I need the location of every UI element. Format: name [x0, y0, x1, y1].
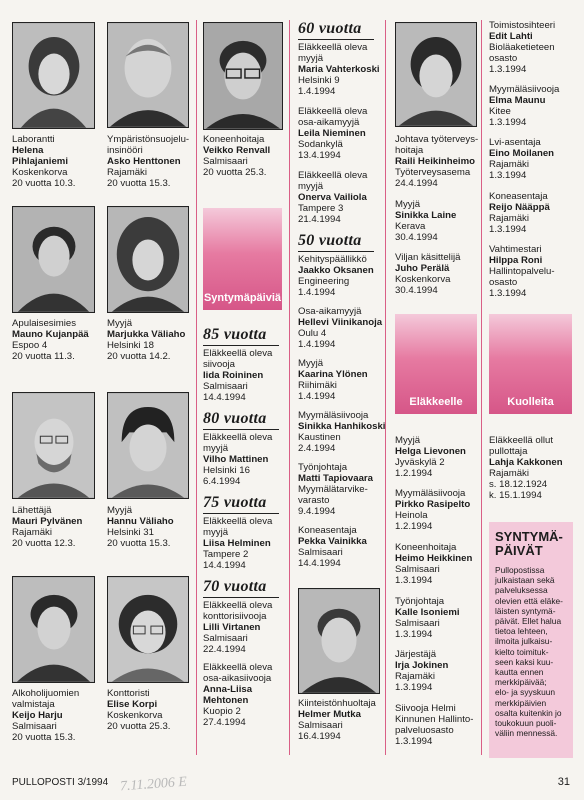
entry-line: Eläkkeellä ollut — [489, 435, 553, 446]
person-name: Mauno Kujanpää — [12, 329, 89, 340]
person-name: Hilppa Roni — [489, 255, 543, 266]
entry-line: Salmisaari — [395, 618, 440, 629]
entry-line: Bioläaketieteen — [489, 42, 555, 53]
entry-line: Rajamäki — [395, 671, 435, 682]
entry-line: 13.4.1994 — [298, 150, 341, 161]
staff-entry — [203, 348, 272, 403]
entry-line: 1.3.1994 — [489, 117, 527, 128]
person-name: Helmer Mutka — [298, 709, 361, 720]
column-rule — [289, 20, 290, 755]
info-box-title — [495, 530, 567, 558]
staff-entry — [489, 435, 563, 501]
entry-line: 2.4.1994 — [298, 443, 336, 454]
entry-line: siivooja — [203, 359, 235, 370]
entry-line: Myyjä — [107, 505, 133, 516]
entry-line: 20 vuotta 15.3. — [107, 178, 171, 189]
info-box-line: päivät. Ellet halua — [495, 616, 562, 627]
person-name: Pekka Vainikka — [298, 536, 367, 547]
entry-line: 1.3.1994 — [489, 288, 527, 299]
column-rule — [385, 20, 386, 755]
entry-line: osa-aikasiivooja — [203, 673, 272, 684]
entry-line: Konttoristi — [107, 688, 150, 699]
entry-line: Oulu 4 — [298, 328, 327, 339]
person-name: Eino Moilanen — [489, 148, 555, 159]
entry-line: Helsinki 16 — [203, 465, 250, 476]
section-heading-75: 75 vuotta — [203, 494, 267, 511]
entry-line: Koneenhoitaja — [203, 134, 265, 145]
entry-line: Tampere 2 — [203, 549, 249, 560]
entry-line: 30.4.1994 — [395, 285, 438, 296]
entry-line: k. 15.1.1994 — [489, 490, 542, 501]
staff-entry — [298, 410, 385, 454]
staff-entry — [107, 318, 185, 362]
person-name: Kaarina Ylönen — [298, 369, 368, 380]
portrait-photo — [107, 22, 189, 128]
staff-entry — [489, 137, 554, 181]
entry-line: Eläkkeellä oleva — [298, 42, 368, 53]
staff-entry — [12, 688, 79, 743]
info-box-line: merkkipäivien — [495, 697, 547, 708]
entry-line: palveluosasto — [395, 725, 454, 736]
section-heading-80: 80 vuotta — [203, 410, 267, 427]
entry-line: Espoo 4 — [12, 340, 48, 351]
entry-line: 21.4.1994 — [298, 214, 341, 225]
entry-line: osasto — [489, 277, 518, 288]
info-box-line: olevien että eläke- — [495, 595, 563, 606]
entry-line: Viljan käsittelijä — [395, 252, 461, 263]
person-name: Maria Vahterkoski — [298, 64, 380, 75]
page-number: 31 — [557, 776, 570, 788]
portrait-photo — [298, 588, 380, 694]
entry-line: 1.3.1994 — [395, 575, 433, 586]
entry-line: Helsinki 18 — [107, 340, 154, 351]
entry-line: Rajamäki — [489, 468, 529, 479]
person-name: Elise Korpi — [107, 699, 158, 710]
entry-line: Myymäläsiivooja — [395, 488, 466, 499]
entry-line: Koneasentaja — [489, 191, 548, 202]
section-band-deceased: Kuolleita — [489, 314, 572, 414]
footer-publication: PULLOPOSTI 3/1994 — [12, 777, 109, 788]
entry-line: 20 vuotta 25.3. — [203, 167, 267, 178]
entry-line: Eläkkeellä oleva — [203, 348, 273, 359]
entry-line: 6.4.1994 — [203, 476, 241, 487]
entry-line: myyjä — [298, 181, 324, 192]
info-box-line: seen kaksi kuu- — [495, 656, 554, 667]
staff-entry — [203, 134, 270, 178]
person-name: Raili Heikinheimo — [395, 156, 475, 167]
entry-line: osasto — [489, 53, 518, 64]
entry-line: Salmisaari — [298, 547, 343, 558]
entry-line: 20 vuotta 25.3. — [107, 721, 171, 732]
person-name: Keijo Harju — [12, 710, 63, 721]
entry-line: myyjä — [203, 443, 229, 454]
section-band-retirements: Eläkkeelle — [395, 314, 477, 414]
entry-line: Jyväskylä 2 — [395, 457, 445, 468]
entry-line: 14.4.1994 — [203, 560, 246, 571]
staff-entry — [203, 600, 272, 655]
portrait-photo — [12, 22, 95, 129]
entry-line: Rajamäki — [489, 159, 529, 170]
person-name: Kalle Isoniemi — [395, 607, 460, 618]
entry-line: Myyjä — [107, 318, 133, 329]
entry-line: 20 vuotta 11.3. — [12, 351, 75, 362]
info-box-line: kielto toimituk- — [495, 646, 549, 657]
person-name: Pirkko Rasipelto — [395, 499, 471, 510]
staff-entry — [203, 516, 272, 571]
portrait-photo — [12, 576, 95, 683]
entry-line: Koneenhoitaja — [395, 542, 457, 553]
entry-line: 1.3.1994 — [395, 629, 433, 640]
entry-line: Helsinki 9 — [298, 75, 340, 86]
entry-line: Riihimäki — [298, 380, 337, 391]
portrait-photo — [107, 576, 189, 683]
portrait-photo — [12, 392, 95, 499]
staff-entry — [203, 662, 272, 728]
entry-line: Eläkkeellä oleva — [203, 600, 273, 611]
entry-line: 1.3.1994 — [395, 736, 433, 747]
entry-line: 1.3.1994 — [489, 224, 527, 235]
entry-line: 16.4.1994 — [298, 731, 341, 742]
handwritten-stamp: 7.11.2006 E — [119, 774, 188, 795]
person-name: Irja Jokinen — [395, 660, 449, 671]
entry-line: insinööri — [107, 145, 143, 156]
entry-line: 1.3.1994 — [489, 64, 527, 75]
entry-line: Kuopio 2 — [203, 706, 241, 717]
person-name: Jaakko Oksanen — [298, 265, 374, 276]
portrait-photo — [107, 206, 189, 313]
entry-line: Myymäläsiivooja — [489, 84, 560, 95]
entry-line: Salmisaari — [203, 156, 248, 167]
info-box-title-line: SYNTYMÄ- — [495, 529, 563, 544]
person-name: Juho Perälä — [395, 263, 450, 274]
column-rule — [481, 20, 482, 755]
info-box-line: tietoa lehteen, — [495, 626, 548, 637]
info-box-line: osalta kuitenkin jo — [495, 707, 562, 718]
entry-line: Järjestäjä — [395, 649, 437, 660]
person-name: Lahja Kakkonen — [489, 457, 563, 468]
entry-line: Salmisaari — [12, 721, 57, 732]
person-name: Veikko Renvall — [203, 145, 271, 156]
entry-line: Laborantti — [12, 134, 55, 145]
info-box-line: elo- ja syyskuun — [495, 687, 556, 698]
staff-entry — [489, 84, 559, 128]
entry-line: Työnjohtaja — [298, 462, 348, 473]
entry-line: 22.4.1994 — [203, 644, 246, 655]
staff-entry — [298, 306, 382, 350]
entry-line: valmistaja — [12, 699, 55, 710]
entry-line: 1.4.1994 — [298, 339, 336, 350]
person-name: Liisa Helminen — [203, 538, 271, 549]
entry-line: Myyjä — [395, 435, 421, 446]
person-name: Asko Henttonen — [107, 156, 181, 167]
entry-line: Siivooja Helmi — [395, 703, 456, 714]
staff-entry — [12, 318, 89, 362]
entry-line: Tampere 3 — [298, 203, 344, 214]
entry-line: Helsinki 31 — [107, 527, 154, 538]
entry-line: Eläkkeellä oleva — [203, 662, 273, 673]
entry-line: Salmisaari — [395, 564, 440, 575]
column-rule — [196, 20, 197, 755]
entry-line: Salmisaari — [203, 381, 248, 392]
info-box-line: kautta ennen — [495, 667, 544, 678]
staff-entry — [107, 688, 170, 732]
entry-line: Työterveysasema — [395, 167, 471, 178]
person-name: Heimo Heikkinen — [395, 553, 473, 564]
person-name: Hannu Väliaho — [107, 516, 174, 527]
entry-line: Kitee — [489, 106, 511, 117]
staff-entry — [395, 252, 460, 296]
staff-entry — [298, 698, 376, 742]
info-box-line: väliin mennessä. — [495, 728, 558, 739]
entry-line: Kerava — [395, 221, 426, 232]
entry-line: Rajamäki — [12, 527, 52, 538]
entry-line: 1.2.1994 — [395, 521, 433, 532]
entry-line: Eläkkeellä oleva — [203, 516, 273, 527]
entry-line: Engineering — [298, 276, 350, 287]
staff-entry — [298, 358, 368, 402]
section-heading-50: 50 vuotta — [298, 232, 362, 249]
entry-line: Myyjä — [395, 199, 421, 210]
entry-line: 20 vuotta 14.2. — [107, 351, 171, 362]
entry-line: 1.3.1994 — [489, 170, 527, 181]
entry-line: konttorisiivooja — [203, 611, 267, 622]
entry-line: Rajamäki — [489, 213, 529, 224]
entry-line: Työnjohtaja — [395, 596, 445, 607]
entry-line: Kiinteistönhuoltaja — [298, 698, 376, 709]
staff-entry — [298, 42, 380, 97]
entry-line: 9.4.1994 — [298, 506, 336, 517]
entry-line: Hallintopalvelu- — [489, 266, 555, 277]
info-box-title-line: PÄIVÄT — [495, 543, 543, 558]
staff-entry — [203, 432, 272, 487]
entry-line: Sodankylä — [298, 139, 343, 150]
entry-line: 1.2.1994 — [395, 468, 433, 479]
person-name: Mehtonen — [203, 695, 249, 706]
staff-entry — [107, 134, 189, 189]
info-box-line: toukokuun puoli- — [495, 718, 557, 729]
entry-line: Kaustinen — [298, 432, 341, 443]
staff-entry — [298, 106, 367, 161]
entry-line: 20 vuotta 10.3. — [12, 178, 76, 189]
person-name: Iida Roininen — [203, 370, 264, 381]
portrait-photo — [203, 22, 283, 130]
portrait-photo — [395, 22, 477, 127]
person-name: Pihlajaniemi — [12, 156, 68, 167]
entry-line: pullottaja — [489, 446, 528, 457]
entry-line: Apulaisesimies — [12, 318, 76, 329]
entry-line: Kinnunen Hallinto- — [395, 714, 474, 725]
entry-line: 14.4.1994 — [203, 392, 246, 403]
staff-entry — [489, 20, 555, 75]
staff-entry — [489, 244, 555, 299]
entry-line: 27.4.1994 — [203, 717, 246, 728]
staff-entry — [395, 649, 448, 693]
entry-line: 1.4.1994 — [298, 86, 336, 97]
entry-line: Rajamäki — [107, 167, 147, 178]
entry-line: Lähettäjä — [12, 505, 52, 516]
info-box-line: palveluksessa — [495, 585, 548, 596]
entry-line: Myymälätarvike- — [298, 484, 368, 495]
person-name: Matti Tapiovaara — [298, 473, 373, 484]
section-heading-60: 60 vuotta — [298, 20, 362, 37]
entry-line: varasto — [298, 495, 330, 506]
entry-line: osa-aikamyyjä — [298, 117, 360, 128]
entry-line: Myymäläsiivooja — [298, 410, 369, 421]
staff-entry — [298, 170, 367, 225]
entry-line: Alkoholijuomien — [12, 688, 80, 699]
entry-line: Toimistosihteeri — [489, 20, 556, 31]
person-name: Hellevi Viinikanoja — [298, 317, 383, 328]
person-name: Reijo Nääppä — [489, 202, 550, 213]
staff-entry — [395, 596, 460, 640]
staff-entry — [107, 505, 174, 549]
person-name: Anna-Liisa — [203, 684, 253, 695]
person-name: Edit Lahti — [489, 31, 533, 42]
entry-line: myyjä — [298, 53, 324, 64]
staff-entry — [298, 525, 367, 569]
person-name: Onerva Vailiola — [298, 192, 367, 203]
person-name: Sinikka Hanhikoski — [298, 421, 386, 432]
info-box-line: merkkipäivää; — [495, 677, 547, 688]
entry-line: 20 vuotta 12.3. — [12, 538, 76, 549]
person-name: Vilho Mattinen — [203, 454, 269, 465]
entry-line: Koskenkorva — [12, 167, 68, 178]
person-name: Sinikka Laine — [395, 210, 457, 221]
person-name: Helga Lievonen — [395, 446, 466, 457]
info-box-line: läisten syntymä- — [495, 605, 556, 616]
entry-line: 20 vuotta 15.3. — [107, 538, 171, 549]
entry-line: Ympäristönsuojelu- — [107, 134, 190, 145]
entry-line: Eläkkeellä oleva — [203, 432, 273, 443]
person-name: Elma Maunu — [489, 95, 546, 106]
section-heading-85: 85 vuotta — [203, 326, 267, 343]
person-name: Leila Nieminen — [298, 128, 366, 139]
entry-line: Heinola — [395, 510, 428, 521]
entry-line: Kehityspäällikkö — [298, 254, 367, 265]
entry-line: Salmisaari — [298, 720, 343, 731]
entry-line: Myyjä — [298, 358, 324, 369]
staff-entry — [395, 488, 470, 532]
info-box-line: julkaistaan sekä — [495, 575, 555, 586]
entry-line: Eläkkeellä oleva — [298, 170, 368, 181]
entry-line: Osa-aikamyyjä — [298, 306, 362, 317]
person-name: Helena — [12, 145, 44, 156]
info-box-text — [495, 565, 567, 738]
entry-line: Koskenkorva — [107, 710, 163, 721]
staff-entry — [395, 542, 472, 586]
staff-entry — [489, 191, 550, 235]
staff-entry — [12, 505, 82, 549]
staff-entry — [298, 254, 374, 298]
staff-entry — [395, 199, 456, 243]
entry-line: Salmisaari — [203, 633, 248, 644]
entry-line: Eläkkeellä oleva — [298, 106, 368, 117]
person-name: Lilli Virtanen — [203, 622, 261, 633]
entry-line: 14.4.1994 — [298, 558, 341, 569]
person-name: Marjukka Väliaho — [107, 329, 186, 340]
info-box-line: ilmoita julkaisu- — [495, 636, 553, 647]
entry-line: Lvi-asentaja — [489, 137, 541, 148]
entry-line: hoitaja — [395, 145, 424, 156]
person-name: Mauri Pylvänen — [12, 516, 83, 527]
entry-line: myyjä — [203, 527, 229, 538]
entry-line: Vahtimestari — [489, 244, 542, 255]
entry-line: Johtava työterveys- — [395, 134, 479, 145]
portrait-photo — [12, 206, 95, 313]
staff-entry — [395, 703, 473, 747]
info-box-line: Pullopostissa — [495, 565, 545, 575]
staff-entry — [12, 134, 75, 189]
entry-line: 1.3.1994 — [395, 682, 433, 693]
section-band-birthdays: Syntymäpäiviä — [203, 208, 282, 310]
entry-line: 24.4.1994 — [395, 178, 438, 189]
staff-entry — [395, 134, 478, 189]
entry-line: 30.4.1994 — [395, 232, 438, 243]
entry-line: Koskenkorva — [395, 274, 451, 285]
entry-line: 20 vuotta 15.3. — [12, 732, 76, 743]
entry-line: 1.4.1994 — [298, 287, 336, 298]
staff-entry — [298, 462, 373, 517]
info-box — [489, 522, 573, 758]
entry-line: s. 18.12.1924 — [489, 479, 548, 490]
entry-line: Koneasentaja — [298, 525, 357, 536]
portrait-photo — [107, 392, 189, 499]
staff-entry — [395, 435, 466, 479]
entry-line: 1.4.1994 — [298, 391, 336, 402]
section-heading-70: 70 vuotta — [203, 578, 267, 595]
